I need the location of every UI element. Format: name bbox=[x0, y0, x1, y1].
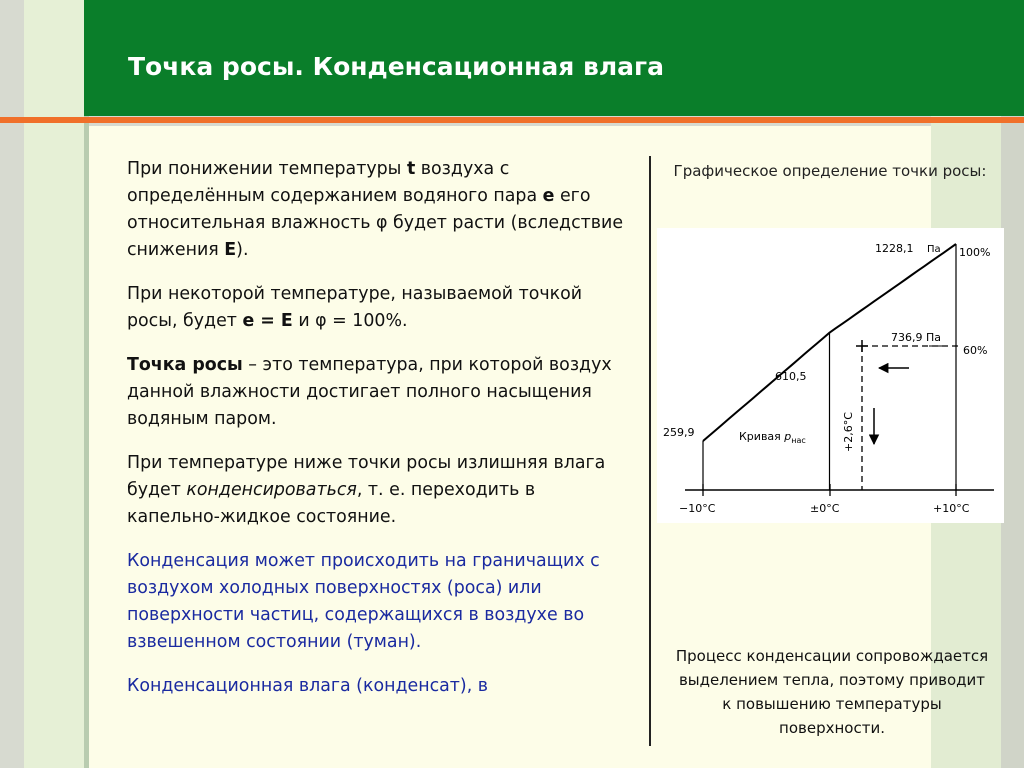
label-pa-top: Па bbox=[927, 244, 941, 255]
figure-note: Процесс конденсации сопровождается выделением тепла, поэтому приводит к повышению температуры поверхности. bbox=[675, 647, 989, 737]
paragraph-3: Точка росы – это температура, при которой воздух данной влажности достигает полного насыщения водяным паром. bbox=[127, 355, 612, 429]
paragraph-1: При понижении температуры t воздуха с определённым содержанием водяного пара е его относительная влажность φ будет расти (вследствие снижения Е). bbox=[127, 159, 624, 260]
paragraph-6: Конденсационная влага (конденсат), в bbox=[127, 676, 489, 696]
main-text bbox=[127, 156, 627, 717]
accent-bar bbox=[0, 117, 1024, 123]
chart-svg bbox=[657, 228, 1004, 523]
label-736: 736,9 Па bbox=[891, 331, 941, 344]
tick-label-0: ±0°С bbox=[810, 502, 840, 515]
label-610: 610,5 bbox=[775, 370, 807, 383]
paragraph-2: При некоторой температуре, называемой точкой росы, будет е = Е и φ = 100%. bbox=[127, 284, 583, 331]
label-delta-t: +2,6°С bbox=[842, 412, 855, 452]
label-1228: 1228,1 bbox=[875, 242, 914, 255]
dew-point-chart bbox=[657, 228, 1004, 523]
paragraph-5: Конденсация может происходить на граничащих с воздухом холодных поверхностях (роса) или поверхности частиц, содержащихся в воздухе во взвешенном состоянии (туман). bbox=[127, 551, 600, 652]
paragraph-4: При температуре ниже точки росы излишняя влага будет конденсироваться, т. е. переходить в капельно-жидкое состояние. bbox=[127, 453, 606, 527]
label-60-percent: 60% bbox=[963, 344, 988, 357]
tick-label-minus10: −10°С bbox=[679, 502, 716, 515]
tick-label-plus10: +10°С bbox=[933, 502, 970, 515]
slide-title: Точка росы. Конденсационная влага bbox=[128, 52, 664, 81]
left-stripe-light bbox=[24, 0, 84, 768]
curve-label: Кривая $p_{нас}$ bbox=[739, 430, 806, 445]
left-stripe-dark bbox=[0, 0, 24, 768]
label-259: 259,9 bbox=[663, 426, 695, 439]
label-100-percent: 100% bbox=[959, 246, 991, 259]
column-divider bbox=[649, 156, 651, 746]
state-point bbox=[856, 340, 868, 352]
figure-caption: Графическое определение точки росы: bbox=[673, 162, 987, 180]
